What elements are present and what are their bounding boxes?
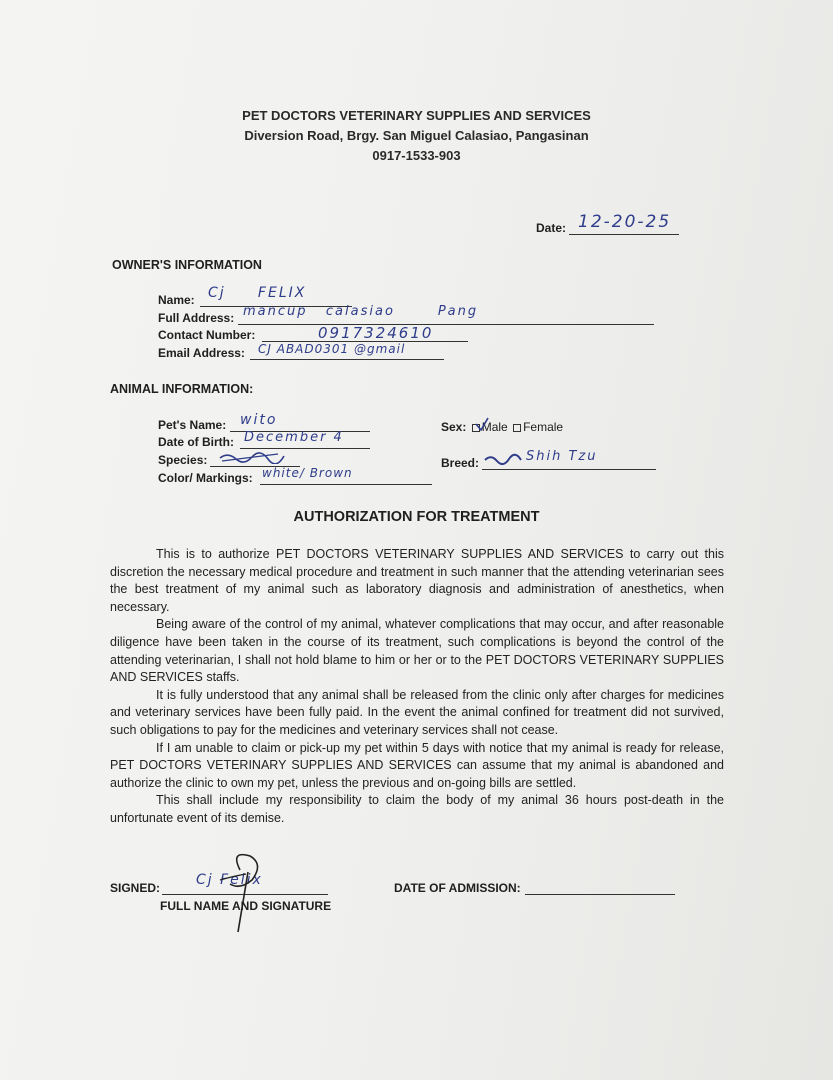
owner-name-value: Cj FELIX	[208, 285, 307, 301]
owner-name-label: Name:	[158, 293, 195, 307]
dob-line	[240, 448, 370, 449]
color-line	[260, 484, 432, 485]
owner-address-label: Full Address:	[158, 311, 235, 325]
paragraph-5: This shall include my responsibility to claim the body of my animal 36 hours post-death in the unfortunate event of its demise.	[110, 793, 724, 825]
owner-email-value: CJ ABAD0301 @gmail	[258, 342, 406, 356]
paragraph-1: This is to authorize PET DOCTORS VETERINARY SUPPLIES AND SERVICES to carry out this discretion the necessary medical procedure and treatment in such manner that the attending veterinarian sees the best treatment of my animal such as laboratory diagnosis and administration of anesthetics, when necessary.	[110, 547, 724, 614]
sex-label: Sex:	[441, 420, 467, 434]
admission-line	[525, 894, 675, 895]
pet-name-value: wito	[240, 412, 278, 428]
owner-address-line	[238, 324, 654, 325]
female-checkbox[interactable]	[513, 424, 521, 432]
breed-scribble	[483, 452, 523, 466]
species-scribble	[218, 450, 288, 464]
paragraph-3: It is fully understood that any animal shall be released from the clinic only after charges for medicines and veterinary services have been fully paid. In the event the animal confined for treatment did not survived, such obligations to pay for the medicines and veterinary services shall not cease.	[110, 687, 724, 737]
dob-label: Date of Birth:	[158, 435, 234, 449]
authorization-text	[110, 546, 724, 828]
business-address: Diversion Road, Brgy. San Miguel Calasiao, Pangasinan	[244, 128, 589, 143]
owner-contact-label: Contact Number:	[158, 328, 256, 342]
breed-label: Breed:	[441, 456, 480, 470]
authorization-title: AUTHORIZATION FOR TREATMENT	[293, 509, 540, 525]
male-check-mark	[474, 416, 490, 432]
color-value: white/ Brown	[262, 466, 353, 480]
signed-label: SIGNED:	[110, 881, 161, 895]
breed-value: Shih Tzu	[526, 449, 598, 464]
signature-caption: FULL NAME AND SIGNATURE	[160, 899, 332, 913]
animal-heading: ANIMAL INFORMATION:	[110, 382, 254, 396]
handwritten-signature	[160, 850, 270, 940]
date-value: 12-20-25	[578, 212, 672, 232]
species-label: Species:	[158, 453, 208, 467]
paragraph-2: Being aware of the control of my animal, whatever complications that may occur, and after reasonable diligence have been taken in the course of its treatment, such complications is beyond the control of the attending veterinarian, I shall not hold blame to him or her or to the PET DOCTORS VETERINARY SUPPLIES AND SERVICES staffs.	[110, 617, 724, 685]
owner-heading: OWNER'S INFORMATION	[112, 258, 262, 272]
sex-field	[441, 420, 563, 434]
business-name: PET DOCTORS VETERINARY SUPPLIES AND SERVICES	[242, 108, 591, 123]
owner-email-label: Email Address:	[158, 346, 245, 360]
date-line	[569, 234, 679, 235]
admission-label: DATE OF ADMISSION:	[394, 881, 521, 895]
owner-contact-value: 0917324610	[318, 324, 434, 342]
paragraph-4: If I am unable to claim or pick-up my pet within 5 days with notice that my animal is ready for release, PET DOCTORS VETERINARY SUPPLIES AND SERVICES can assume that my animal is abandoned and authorize the clinic to own my pet, unless the previous and on-going bills are settled.	[110, 740, 724, 790]
color-label: Color/ Markings:	[158, 471, 253, 485]
owner-email-line	[250, 359, 444, 360]
business-phone: 0917-1533-903	[372, 148, 461, 163]
date-label: Date:	[536, 221, 567, 235]
signed-value: Cj Felix	[196, 872, 263, 888]
pet-name-label: Pet's Name:	[158, 418, 227, 432]
breed-line	[482, 469, 656, 470]
male-option: Male	[481, 420, 508, 434]
dob-value: December 4	[244, 430, 344, 445]
female-option: Female	[523, 420, 564, 434]
owner-address-value: mancup calasiao Pang	[243, 304, 479, 319]
